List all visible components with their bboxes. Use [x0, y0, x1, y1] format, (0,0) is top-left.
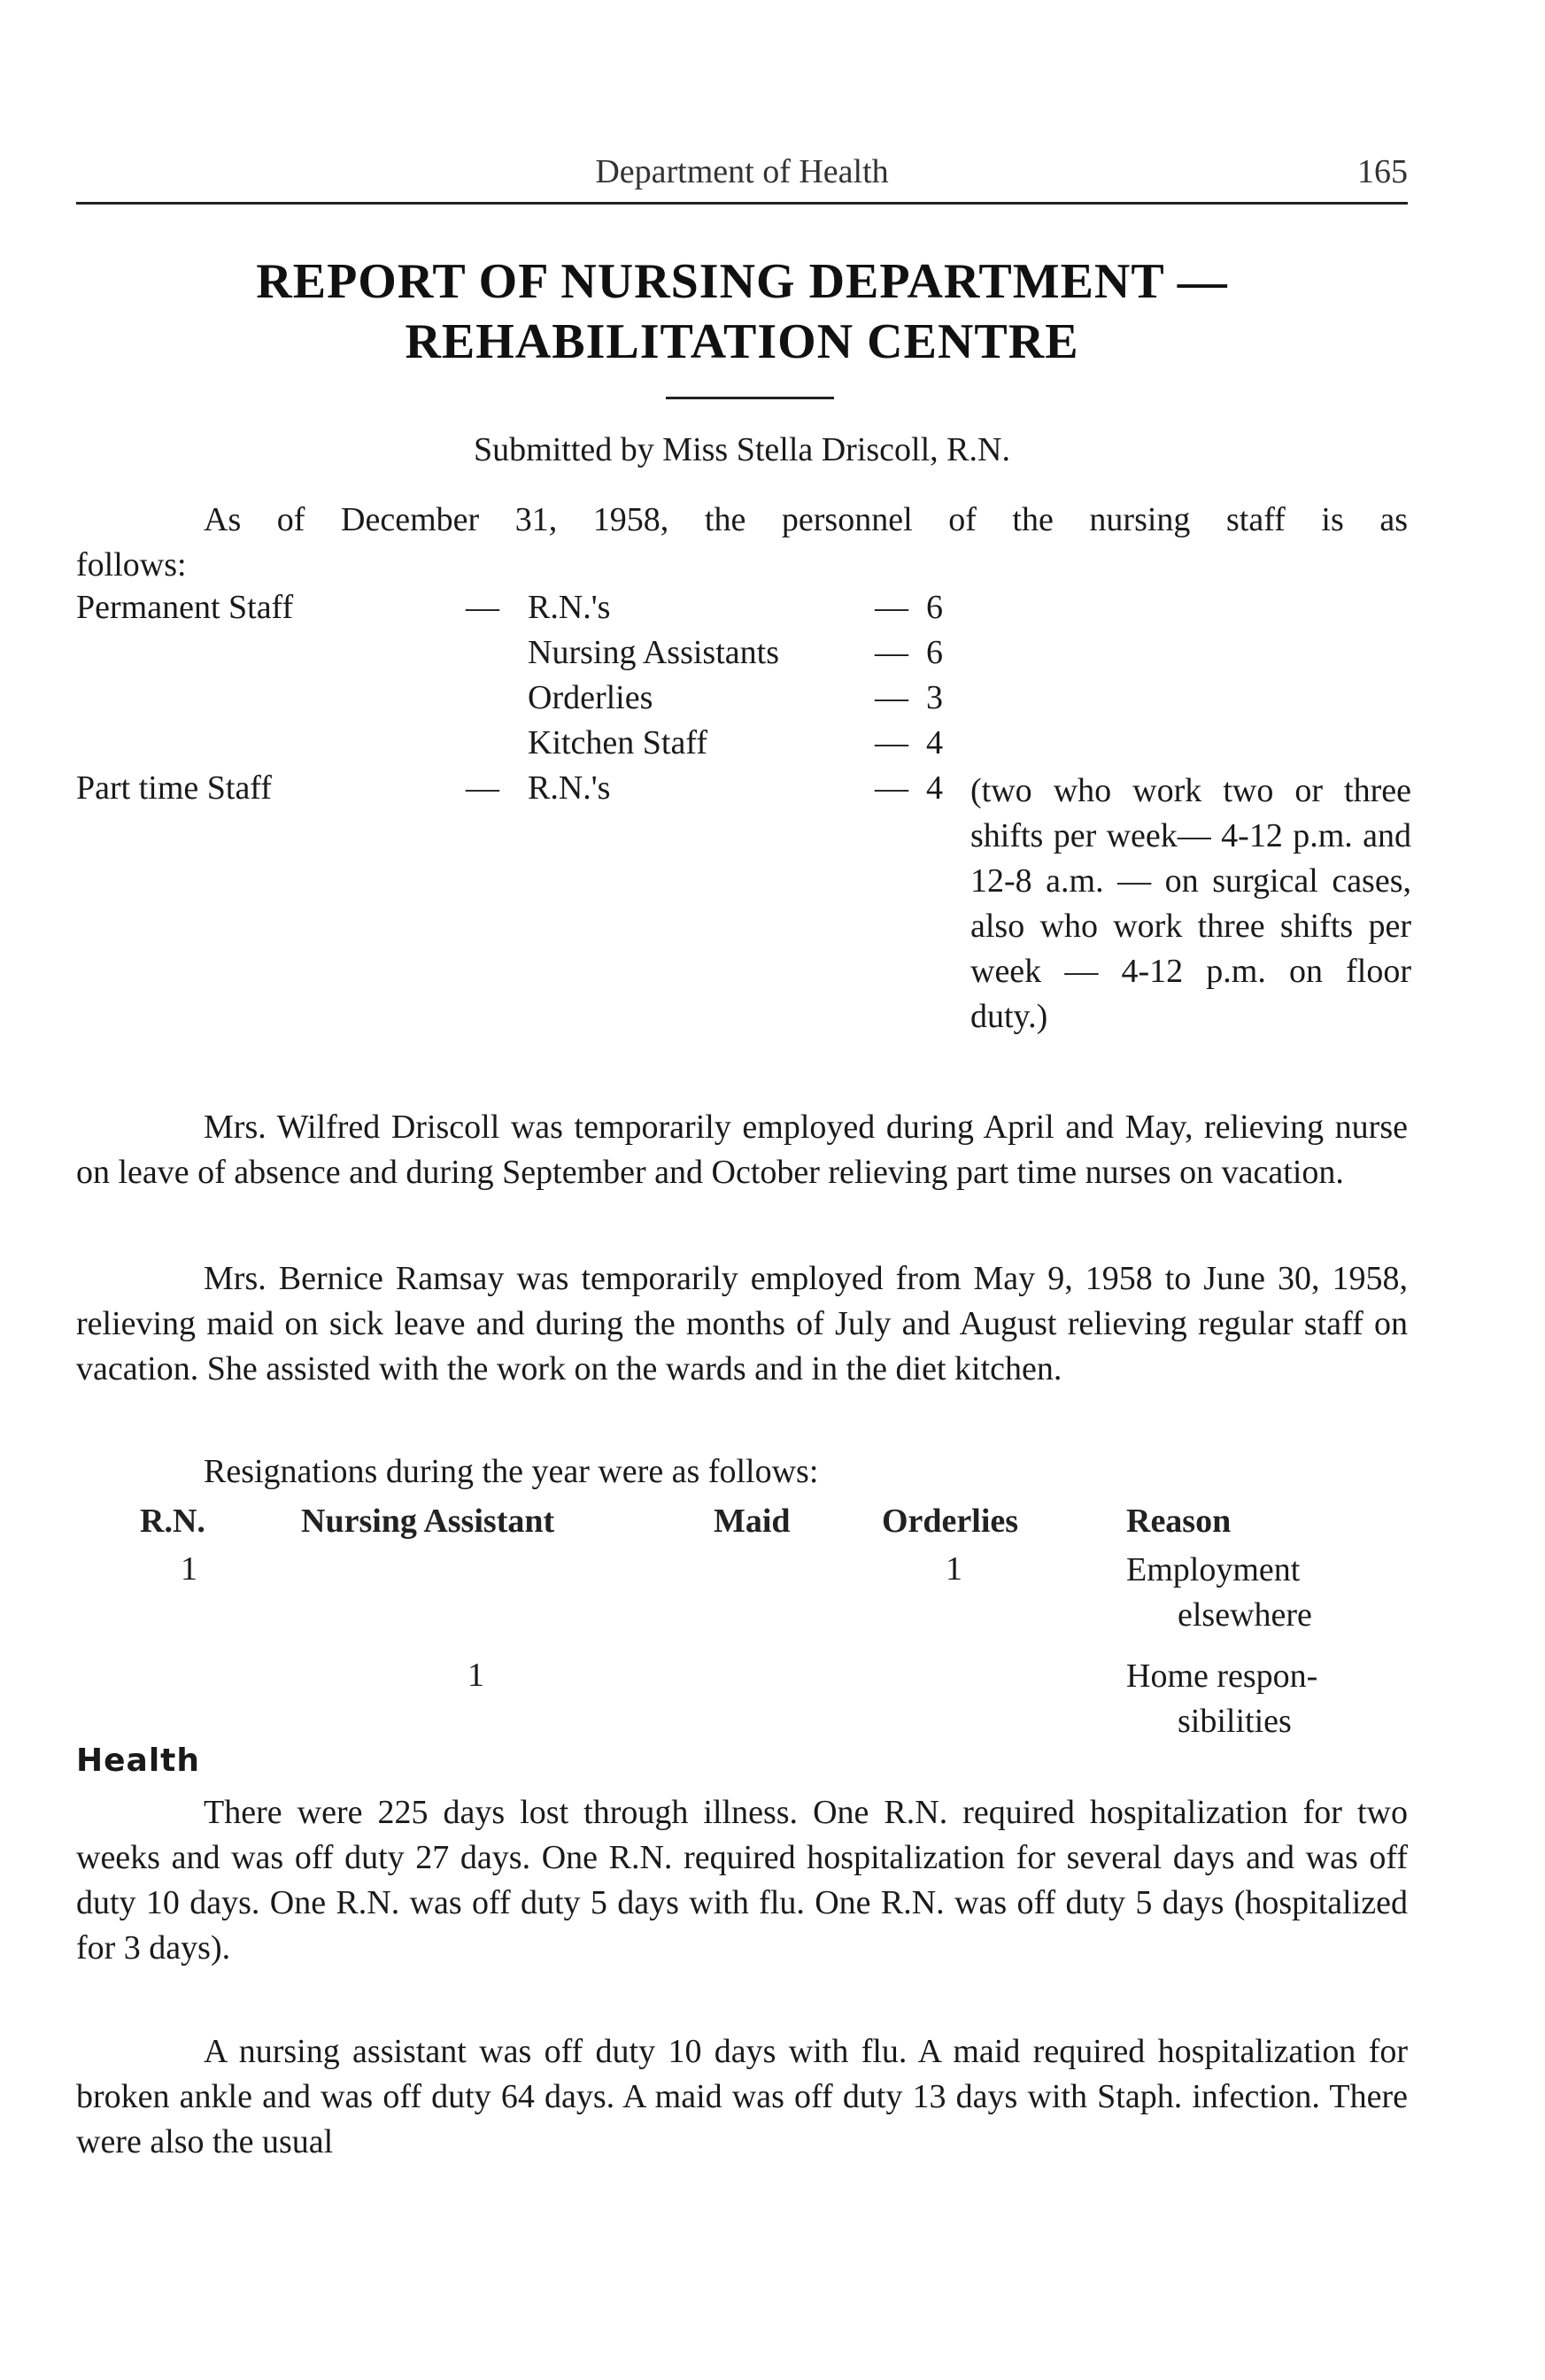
staff-role: Kitchen Staff	[528, 724, 707, 761]
staff-role: R.N.'s	[528, 769, 611, 807]
cell-nursing-assistant: 1	[467, 1657, 484, 1694]
staff-count: 4	[926, 769, 943, 807]
col-header-rn: R.N.	[140, 1503, 205, 1540]
cell-rn: 1	[181, 1550, 197, 1588]
dash: —	[875, 769, 908, 807]
dash: —	[875, 634, 908, 671]
col-header-orderlies: Orderlies	[882, 1503, 1019, 1540]
col-header-maid: Maid	[714, 1503, 791, 1540]
report-title-line2: REHABILITATION CENTRE	[405, 314, 1079, 369]
page-number: 165	[1357, 153, 1408, 190]
health-text-2: A nursing assistant was off duty 10 days with flu. A maid required hospitalization for broken ankle and was off duty 64 days. A maid was off duty 13 days with Staph. infection. There were also the usual	[76, 2033, 1408, 2160]
intro-line1: As of December 31, 1958, the personnel of the nursing staff is as	[204, 501, 1408, 538]
reason-line: elsewhere	[1178, 1596, 1312, 1634]
permanent-staff-label: Permanent Staff	[76, 589, 294, 626]
dash: —	[875, 679, 908, 716]
reason-line: Employment	[1126, 1551, 1301, 1588]
running-header	[76, 149, 1408, 193]
staff-count: 4	[926, 724, 943, 761]
cell-orderlies: 1	[946, 1550, 962, 1588]
health-heading: Health	[76, 1742, 201, 1779]
staff-count: 6	[926, 589, 943, 626]
intro-paragraph	[76, 498, 1408, 588]
reason-line: sibilities	[1178, 1703, 1292, 1740]
staff-role: R.N.'s	[528, 589, 611, 626]
dash: —	[875, 589, 908, 626]
health-text-1: There were 225 days lost through illness. One R.N. required hospitalization for two weeks and was off duty 27 days. One R.N. required hospitalization for several days and was off duty 10 days. One R.N. was off duty 5 days with flu. One R.N. was off duty 5 days (hospitalized for 3 days).	[76, 1794, 1408, 1967]
header-department: Department of Health	[595, 153, 889, 190]
health-paragraph-2	[76, 2029, 1408, 2165]
reason-line: Home respon-	[1126, 1658, 1318, 1695]
dash: —	[466, 589, 499, 626]
header-rule	[76, 202, 1408, 205]
staff-role: Nursing Assistants	[528, 634, 779, 671]
driscoll-paragraph	[76, 1105, 1408, 1195]
part-time-note: (two who work two or three shifts per week— 4-12 p.m. and 12-8 a.m. — on surgical cases, also who work three shifts per week — 4-12 p.m. on floor duty.)	[970, 772, 1411, 1035]
intro-line2: follows:	[76, 546, 187, 583]
ramsay-text: Mrs. Bernice Ramsay was temporarily employed from May 9, 1958 to June 30, 1958, relieving maid on sick leave and during the months of July and August relieving regular staff on vacation. She assisted with the work on the wards and in the diet kitchen.	[76, 1260, 1408, 1387]
ramsay-paragraph	[76, 1256, 1408, 1392]
dash: —	[875, 724, 908, 761]
part-time-staff-label: Part time Staff	[76, 769, 272, 807]
title-divider	[666, 397, 834, 399]
cell-reason	[1126, 1654, 1392, 1744]
resignations-intro: Resignations during the year were as follows:	[204, 1453, 819, 1490]
dash: —	[466, 769, 499, 807]
report-title-line1: REPORT OF NURSING DEPARTMENT —	[256, 254, 1228, 309]
col-header-reason: Reason	[1126, 1503, 1232, 1540]
staff-count: 3	[926, 679, 943, 716]
driscoll-text: Mrs. Wilfred Driscoll was temporarily employed during April and May, relieving nurse on leave of absence and during September and October relieving part time nurses on vacation.	[76, 1109, 1408, 1191]
submitted-by: Submitted by Miss Stella Driscoll, R.N.	[474, 431, 1010, 468]
staff-count: 6	[926, 634, 943, 671]
health-paragraph-1	[76, 1790, 1408, 1971]
col-header-nursing-assistant: Nursing Assistant	[301, 1503, 555, 1540]
cell-reason	[1126, 1548, 1392, 1638]
staff-role: Orderlies	[528, 679, 653, 716]
